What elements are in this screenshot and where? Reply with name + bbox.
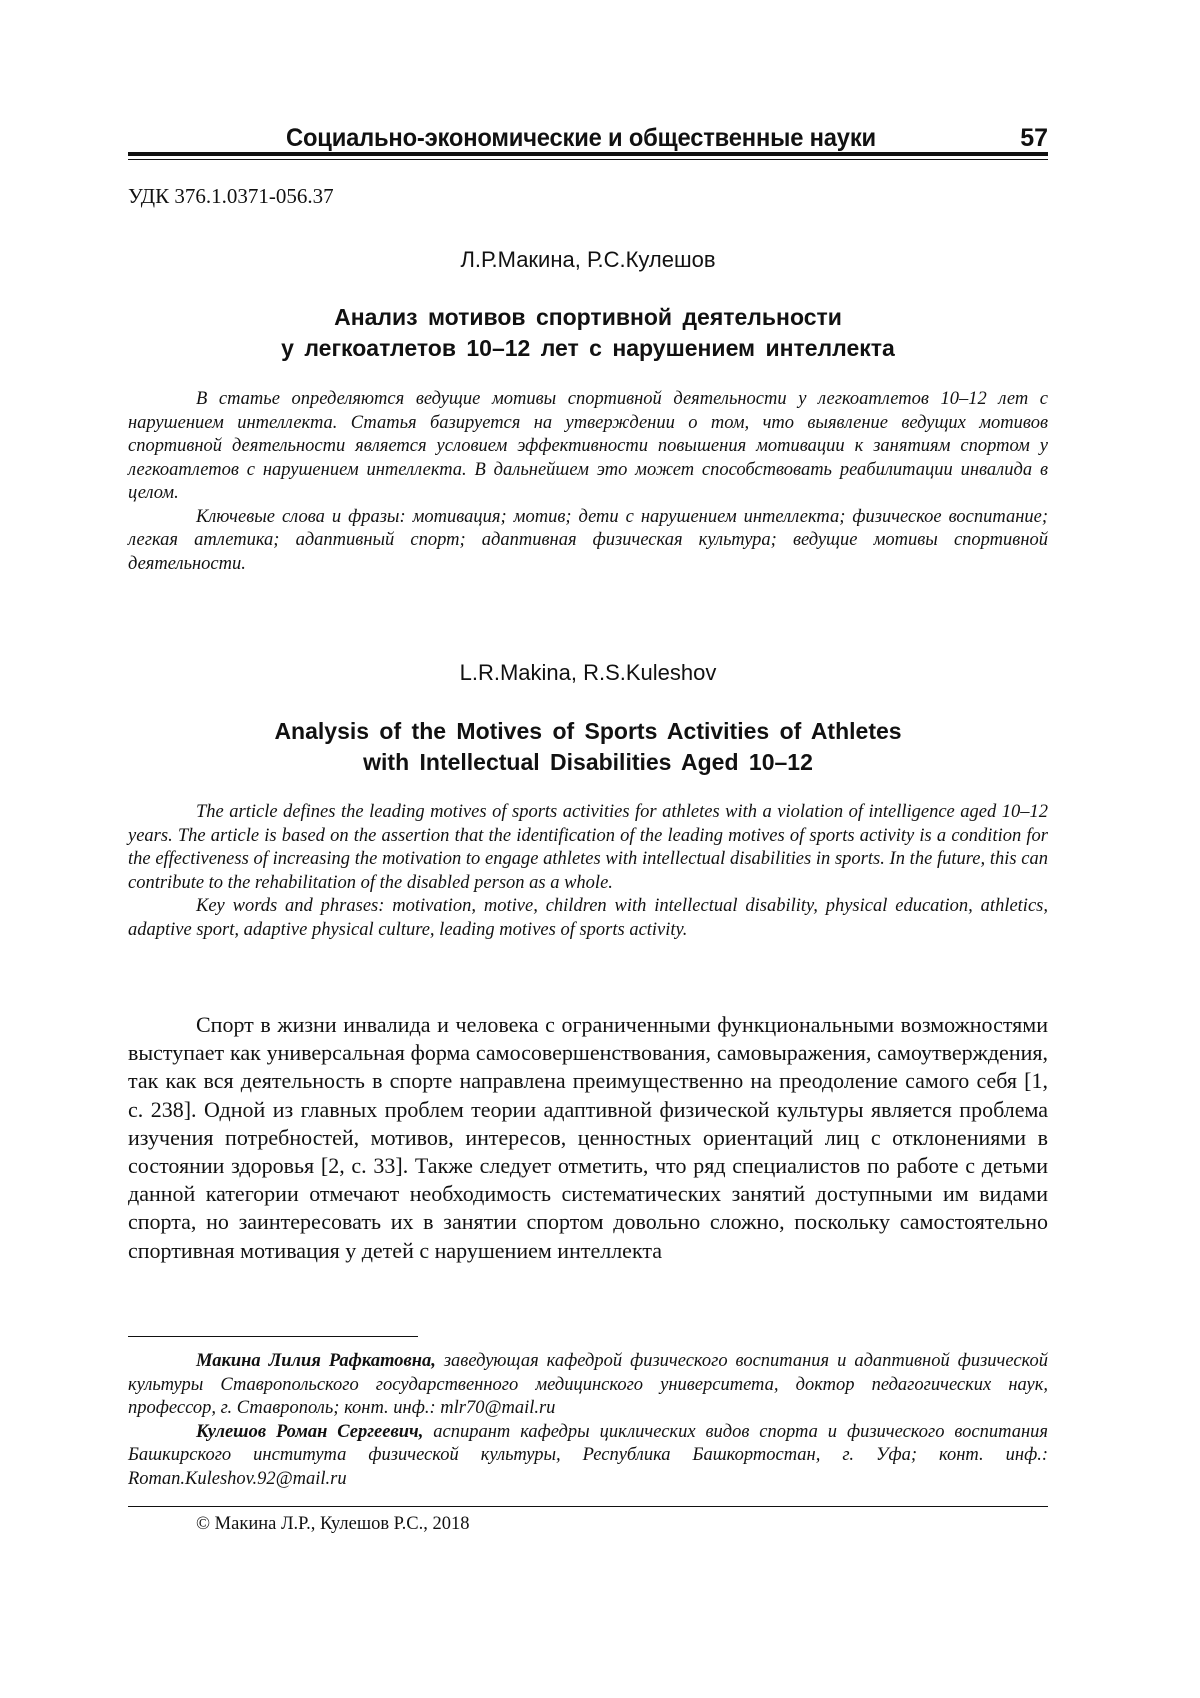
copyright: © Макина Л.Р., Кулешов Р.С., 2018 xyxy=(196,1514,470,1534)
footnote-author-2 xyxy=(128,1421,1048,1492)
abstract-ru xyxy=(128,388,1048,576)
title-ru-line-2: у легкоатлетов 10–12 лет с нарушением интеллекта xyxy=(281,335,895,361)
footnote-author-1-text: заведующая кафедрой физического воспитания и адаптивной физической культуры Ставропольского государственного медицинского университета, доктор педагогических наук, профессор, г. Ставрополь; конт. инф.: mlr70@mail.ru xyxy=(128,1351,1048,1418)
keywords-en: Key words and phrases: motivation, motive, children with intellectual disability, physical education, athletics, adaptive sport, adaptive physical culture, leading motives of sports activity. xyxy=(128,896,1048,940)
footnote-author-2-text: аспирант кафедры циклических видов спорта и физического воспитания Башкирского института физической культуры, Республика Башкортостан, г. Уфа; конт. инф.: Roman.Kuleshov.92@mail.ru xyxy=(128,1421,1048,1489)
abstract-ru-text: В статье определяются ведущие мотивы спортивной деятельности у легкоатлетов 10–12 лет с нарушением интеллекта. Статья базируется на утверждении о том, что выявление ведущих мотивов спортивной деятельности является условием эффективности повышения мотивации к занятиям спортом у легкоатлетов с нарушением интеллекта. В дальнейшем это может способствовать реабилитации инвалида в целом. xyxy=(128,389,1048,503)
header-rule-thick xyxy=(128,152,1048,156)
title-ru-line-1: Анализ мотивов спортивной деятельности xyxy=(334,304,842,330)
header-rule-thin xyxy=(128,159,1048,160)
authors-en: L.R.Makina, R.S.Kuleshov xyxy=(459,660,717,685)
title-en-line-1: Analysis of the Motives of Sports Activities of Athletes xyxy=(274,718,902,744)
abstract-en-text: The article defines the leading motives of sports activities for athletes with a violation of intelligence aged 10–12 years. The article is based on the assertion that the identification of the leading motives of sports activity is a condition for the effectiveness of increasing the motivation to engage athletes with intellectual disabilities in sports. In the future, this can contribute to the rehabilitation of the disabled person as a whole. xyxy=(128,802,1048,893)
title-en-line-2: with Intellectual Disabilities Aged 10–12 xyxy=(363,749,813,775)
article-title-en xyxy=(128,716,1048,778)
keywords-ru: Ключевые слова и фразы: мотивация; мотив; дети с нарушением интеллекта; физическое воспитание; легкая атлетика; адаптивный спорт; адаптивная физическая культура; ведущие мотивы спортивной деятельности. xyxy=(128,506,1048,574)
footnote-author-1-name: Макина Лилия Рафкатовна, xyxy=(196,1351,436,1371)
author-footnotes xyxy=(128,1350,1048,1491)
body-paragraph: Спорт в жизни инвалида и человека с ограниченными функциональными возможностями выступает как универсальная форма самосовершенствования, самовыражения, самоутверждения, так как вся деятельность в спорте направлена преимущественно на преодоление самого себя [1, с. 238]. Одной из главных проблем теории адаптивной физической культуры является проблема изучения потребностей, мотивов, интересов, ценностных ориентаций лиц с отклонениями в состоянии здоровья [2, с. 33]. Также следует отметить, что ряд специалистов по работе с детьми данной категории отмечают необходимость систематических занятий доступными им видами спорта, но заинтересовать их в занятии спортом довольно сложно, поскольку самостоятельно спортивная мотивация у детей с нарушением интеллекта xyxy=(128,1012,1048,1263)
body-text xyxy=(128,1011,1048,1265)
copyright-separator xyxy=(128,1506,1048,1507)
abstract-en xyxy=(128,801,1048,942)
article-title-ru xyxy=(128,302,1048,364)
page-number: 57 xyxy=(1020,124,1048,152)
footnote-author-1 xyxy=(128,1350,1048,1421)
udk-code: УДК 376.1.0371-056.37 xyxy=(128,184,334,208)
section-title: Социально-экономические и общественные науки xyxy=(286,124,876,152)
footnote-author-2-name: Кулешов Роман Сергеевич, xyxy=(196,1421,424,1442)
authors-ru: Л.Р.Макина, Р.С.Кулешов xyxy=(460,247,716,272)
footnote-separator xyxy=(128,1336,418,1337)
